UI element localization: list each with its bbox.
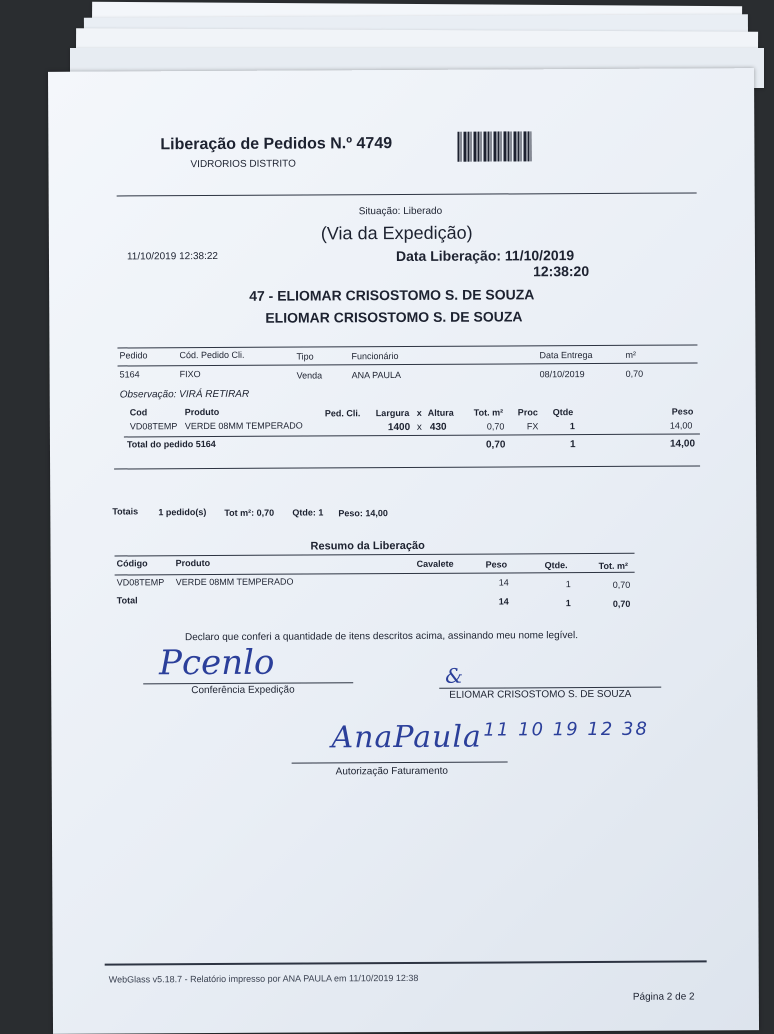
barcode-icon: [457, 131, 531, 161]
footer-divider: [105, 960, 707, 965]
item-largura: 1400: [387, 421, 411, 434]
order-total-label: Total do pedido 5164: [126, 438, 216, 450]
autorizacao-label: Autorização Faturamento: [335, 765, 448, 778]
totals-orders: 1 pedido(s): [158, 507, 207, 518]
summary-produto: VERDE 08MM TEMPERADO: [175, 576, 294, 588]
totals-label: Totais: [112, 506, 139, 517]
divider: [115, 572, 635, 576]
item-altura: 430: [429, 421, 447, 433]
summary-title: Resumo da Liberação: [310, 539, 425, 553]
printed-timestamp: 11/10/2019 12:38:22: [126, 250, 219, 263]
totals-qtde: Qtde: 1: [292, 507, 324, 518]
summary-qtde: 1: [565, 579, 571, 590]
summary-col-tot-m2: Tot. m²: [598, 560, 628, 571]
order-total-qtde: 1: [569, 439, 576, 451]
item-qtde: 1: [569, 421, 575, 432]
conferencia-label: Conferência Expedição: [191, 684, 295, 697]
order-delivery-date: 08/10/2019: [539, 369, 585, 380]
status-text: Situação: Liberado: [358, 205, 443, 218]
summary-total-peso: 14: [498, 596, 509, 607]
summary-col-codigo: Código: [116, 558, 148, 569]
summary-total-qtde: 1: [565, 598, 571, 609]
totals-m2: Tot m²: 0,70: [224, 507, 275, 518]
item-col-x: x: [416, 407, 422, 418]
divider: [117, 344, 697, 348]
item-col-proc: Proc: [517, 407, 538, 418]
release-time: 12:38:20: [533, 263, 590, 280]
divider: [115, 553, 635, 557]
signature-line: [292, 761, 508, 763]
page-number: Página 2 de 2: [632, 991, 695, 1003]
order-number: 5164: [119, 369, 140, 380]
order-employee: ANA PAULA: [351, 370, 401, 381]
col-cod-pedido-cli: Cód. Pedido Cli.: [179, 349, 245, 361]
divider: [118, 362, 698, 366]
item-col-altura: Altura: [427, 407, 454, 418]
conferencia-signature: Pcenlo: [158, 642, 275, 684]
order-total-m2: 0,70: [485, 439, 506, 451]
item-col-tot-m2: Tot. m²: [473, 407, 504, 418]
item-col-produto: Produto: [184, 406, 220, 418]
summary-col-cavalete: Cavalete: [416, 558, 454, 569]
col-funcionario: Funcionário: [351, 351, 399, 362]
col-tipo: Tipo: [296, 351, 314, 362]
divider: [117, 192, 697, 196]
col-pedido: Pedido: [119, 350, 148, 361]
item-tot-m2: 0,70: [486, 421, 505, 432]
release-document-page: [48, 68, 759, 1034]
summary-col-qtde: Qtde.: [544, 560, 568, 571]
item-peso: 14,00: [669, 420, 693, 431]
company-name: VIDRORIOS DISTRITO: [190, 158, 296, 171]
declaration-text: Declaro que conferi a quantidade de itens descritos acima, assinando meu nome legível.: [184, 630, 579, 644]
summary-col-produto: Produto: [175, 558, 211, 569]
order-total-peso: 14,00: [669, 438, 696, 450]
copy-type: (Via da Expedição): [320, 222, 473, 244]
divider: [114, 465, 700, 469]
col-data-entrega: Data Entrega: [539, 350, 593, 361]
summary-col-peso: Peso: [485, 559, 508, 570]
item-cod: VD08TEMP: [129, 421, 178, 432]
summary-codigo: VD08TEMP: [116, 577, 165, 588]
col-m2: m²: [625, 349, 637, 360]
item-produto: VERDE 08MM TEMPERADO: [184, 420, 303, 432]
item-proc: FX: [526, 421, 539, 432]
item-col-largura: Largura: [375, 407, 410, 419]
summary-tot-m2: 0,70: [612, 579, 631, 590]
order-type: Venda: [296, 370, 323, 381]
order-observation: Observação: VIRÁ RETIRAR: [119, 388, 250, 401]
summary-total-label: Total: [116, 595, 138, 606]
handwritten-datetime: 11 10 19 12 38: [483, 718, 649, 741]
item-col-ped-cli: Ped. Cli.: [324, 408, 361, 419]
client-name: ELIOMAR CRISOSTOMO S. DE SOUZA: [265, 308, 523, 326]
client-mark: &: [445, 663, 464, 688]
release-date: Data Liberação: 11/10/2019: [395, 247, 575, 265]
item-col-qtde: Qtde: [552, 407, 574, 418]
client-code-name: 47 - ELIOMAR CRISOSTOMO S. DE SOUZA: [249, 286, 535, 304]
summary-total-tot-m2: 0,70: [612, 598, 631, 609]
divider: [124, 433, 700, 437]
summary-peso: 14: [498, 577, 509, 588]
order-client-code: FIXO: [179, 369, 201, 380]
document-title: Liberação de Pedidos N.º 4749: [160, 135, 393, 154]
totals-peso: Peso: 14,00: [338, 508, 388, 519]
client-signature-name: ELIOMAR CRISOSTOMO S. DE SOUZA: [449, 688, 632, 701]
footer-printed-by: WebGlass v5.18.7 - Relatório impresso por ANA PAULA em 11/10/2019 12:38: [108, 972, 419, 985]
item-col-peso: Peso: [671, 406, 694, 417]
order-m2: 0,70: [625, 368, 644, 379]
item-col-cod: Cod: [129, 407, 148, 418]
autorizacao-signature: AnaPaula: [331, 719, 482, 756]
item-x: x: [416, 421, 422, 433]
